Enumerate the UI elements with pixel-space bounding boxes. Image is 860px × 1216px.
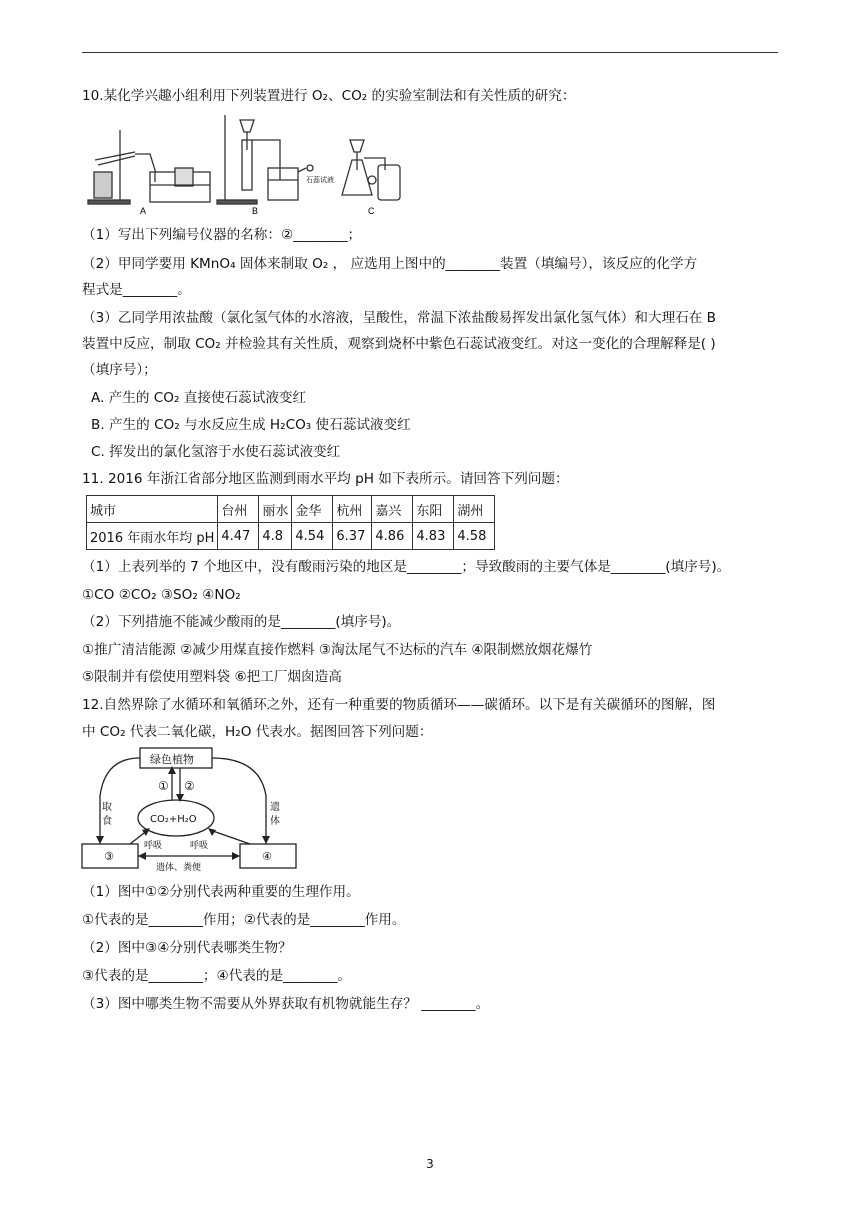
- q12-part2b: ③代表的是________；④代表的是________。: [82, 968, 352, 984]
- q10-part3a: （3）乙同学用浓盐酸（氯化氢气体的水溶液，呈酸性，常温下浓盐酸易挥发出氯化氢气体）和大理石在 B: [82, 310, 717, 326]
- ph-table: [86, 495, 495, 550]
- carbon-cycle-diagram: [80, 746, 302, 872]
- table-cell: 台州: [218, 496, 259, 523]
- q12-part2: （2）图中③④分别代表哪类生物？: [82, 940, 292, 956]
- diagram-eat-1: 取: [102, 802, 112, 813]
- table-cell: 丽水: [259, 496, 292, 523]
- fig-label-a: A: [140, 206, 147, 216]
- table-cell: 湖州: [454, 496, 495, 523]
- q10-option-a: A. 产生的 CO₂ 直接使石蕊试液变红: [91, 390, 307, 406]
- lab-apparatus-figure: [80, 110, 410, 218]
- diagram-plant-label: 绿色植物: [150, 753, 194, 766]
- diagram-remains-feces: 遗体、粪便: [156, 863, 202, 872]
- table-row: [87, 523, 495, 550]
- fig-label-c: C: [368, 206, 375, 216]
- q11-measures-2: ⑤限制并有偿使用塑料袋 ⑥把工厂烟囱造高: [82, 669, 342, 685]
- q12-stem-a: 12.自然界除了水循环和氧循环之外，还有一种重要的物质循环——碳循环。以下是有关碳循环的图解，图: [82, 697, 716, 713]
- q12-part1: （1）图中①②分别代表两种重要的生理作用。: [82, 884, 360, 900]
- diagram-num-1: ①: [158, 779, 169, 793]
- diagram-num-4: ④: [262, 850, 272, 863]
- table-cell: 4.83: [413, 523, 454, 550]
- diagram-num-3: ③: [104, 850, 114, 863]
- q11-part2: （2）下列措施不能减少酸雨的是________(填序号)。: [82, 614, 401, 630]
- q11-measures-1: ①推广清洁能源 ②减少用煤直接作燃料 ③淘汰尾气不达标的汽车 ④限制燃放烟花爆竹: [82, 642, 593, 658]
- table-cell: 东阳: [413, 496, 454, 523]
- table-cell: 4.58: [454, 523, 495, 550]
- diagram-remains-1: 遗: [270, 802, 280, 813]
- diagram-respiration-2: 呼吸: [190, 841, 209, 851]
- diagram-remains-2: 体: [270, 816, 280, 827]
- diagram-num-2: ②: [184, 779, 195, 793]
- q11-stem: 11. 2016 年浙江省部分地区监测到雨水平均 pH 如下表所示。请回答下列问题：: [82, 471, 569, 487]
- table-cell: 6.37: [333, 523, 372, 550]
- q10-part2a: （2）甲同学要用 KMnO₄ 固体来制取 O₂ ， 应选用上图中的________装置（填编号），该反应的化学方: [82, 256, 698, 272]
- q10-part2b: 程式是________。: [82, 282, 191, 298]
- q12-stem-b: 中 CO₂ 代表二氧化碳，H₂O 代表水。据图回答下列问题：: [82, 724, 433, 740]
- q10-stem: 10.某化学兴趣小组利用下列装置进行 O₂、CO₂ 的实验室制法和有关性质的研究：: [82, 88, 576, 104]
- table-cell: 4.86: [372, 523, 413, 550]
- diagram-respiration-1: 呼吸: [144, 841, 163, 851]
- table-row: [87, 496, 495, 523]
- q12-part3: （3）图中哪类生物不需要从外界获取有机物就能生存？ ________。: [82, 996, 490, 1012]
- table-cell: 2016 年雨水年均 pH: [87, 523, 218, 550]
- diagram-eat-2: 食: [102, 816, 112, 827]
- table-cell: 城市: [87, 496, 218, 523]
- page-number: 3: [426, 1157, 434, 1171]
- fig-label-b: B: [252, 206, 259, 216]
- table-cell: 嘉兴: [372, 496, 413, 523]
- header-rule: [82, 52, 778, 53]
- q11-gas-options: ①CO ②CO₂ ③SO₂ ④NO₂: [82, 587, 241, 603]
- q10-option-c: C. 挥发出的氯化氢溶于水使石蕊试液变红: [91, 444, 341, 460]
- q11-part1: （1）上表列举的 7 个地区中，没有酸雨污染的地区是________；导致酸雨的主要气体是________(填序号)。: [82, 559, 731, 575]
- q10-option-b: B. 产生的 CO₂ 与水反应生成 H₂CO₃ 使石蕊试液变红: [91, 417, 411, 433]
- table-cell: 4.54: [292, 523, 333, 550]
- q10-part3b: 装置中反应，制取 CO₂ 并检验其有关性质，观察到烧杯中紫色石蕊试液变红。对这一变化的合理解释是( ): [82, 336, 716, 352]
- q10-part3c: （填序号）；: [82, 362, 157, 378]
- fig-label-litmus: 石蕊试液: [306, 176, 334, 184]
- table-cell: 金华: [292, 496, 333, 523]
- q10-part1: （1）写出下列编号仪器的名称：②________；: [82, 227, 362, 243]
- table-cell: 4.8: [259, 523, 292, 550]
- table-cell: 杭州: [333, 496, 372, 523]
- diagram-co2-h2o: CO₂+H₂O: [150, 814, 197, 825]
- table-cell: 4.47: [218, 523, 259, 550]
- q12-part1b: ①代表的是________作用；②代表的是________作用。: [82, 912, 406, 928]
